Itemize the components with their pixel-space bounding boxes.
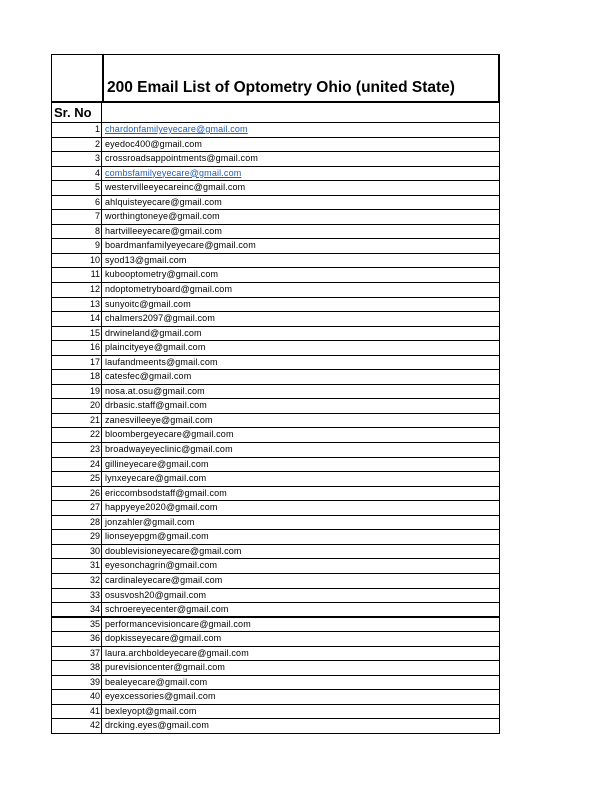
email-address: worthingtoneye@gmail.com (105, 211, 220, 222)
serial-number: 1 (52, 123, 102, 137)
serial-number: 24 (52, 458, 102, 472)
serial-number: 20 (52, 399, 102, 413)
title-row-blank-cell (52, 55, 104, 101)
table-row (51, 225, 500, 240)
email-address: catesfec@gmail.com (105, 371, 192, 382)
serial-number: 42 (52, 719, 102, 733)
email-address: eyexcessories@gmail.com (105, 691, 216, 702)
serial-number: 17 (52, 356, 102, 370)
serial-number: 28 (52, 516, 102, 530)
table-row (51, 239, 500, 254)
table-row (51, 254, 500, 269)
table-row (51, 428, 500, 443)
serial-number: 10 (52, 254, 102, 268)
table-row (51, 618, 500, 633)
serial-number: 38 (52, 661, 102, 675)
table-row (51, 545, 500, 560)
title-row (51, 54, 500, 103)
email-address: bealeyecare@gmail.com (105, 676, 208, 687)
serial-number: 40 (52, 690, 102, 704)
email-address: kubooptometry@gmail.com (105, 269, 219, 280)
email-address: nosa.at.osu@gmail.com (105, 385, 205, 396)
email-address: laufandmeents@gmail.com (105, 356, 218, 367)
email-address: broadwayeyeclinic@gmail.com (105, 444, 233, 455)
serial-number: 11 (52, 268, 102, 282)
email-address: bexleyopt@gmail.com (105, 705, 197, 716)
email-address: drwineland@gmail.com (105, 327, 202, 338)
serial-number: 41 (52, 705, 102, 719)
serial-number: 36 (52, 632, 102, 646)
serial-number: 7 (52, 210, 102, 224)
email-link[interactable]: combsfamilyeyecare@gmail.com (105, 167, 242, 178)
serial-number: 2 (52, 138, 102, 152)
table-row (51, 705, 500, 720)
table-row (51, 385, 500, 400)
table-row (51, 443, 500, 458)
table-row (51, 559, 500, 574)
email-address: syod13@gmail.com (105, 254, 187, 265)
serial-number: 32 (52, 574, 102, 588)
email-address: zanesvilleeye@gmail.com (105, 414, 213, 425)
email-address: plaincityeye@gmail.com (105, 342, 206, 353)
serial-number: 9 (52, 239, 102, 253)
table-row (51, 268, 500, 283)
serial-number: 26 (52, 487, 102, 501)
email-address: ahlquisteyecare@gmail.com (105, 196, 222, 207)
table-row (51, 138, 500, 153)
table-row (51, 472, 500, 487)
table-row (51, 414, 500, 429)
table-row (51, 516, 500, 531)
table-row (51, 690, 500, 705)
table-row (51, 574, 500, 589)
email-address: ndoptometryboard@gmail.com (105, 284, 233, 295)
page-title: 200 Email List of Optometry Ohio (united State) (107, 79, 455, 96)
serial-number: 6 (52, 196, 102, 210)
serial-number: 39 (52, 676, 102, 690)
serial-number: 19 (52, 385, 102, 399)
email-address: hartvilleeyecare@gmail.com (105, 225, 223, 236)
serial-number: 4 (52, 167, 102, 181)
email-address: eyesonchagrin@gmail.com (105, 560, 218, 571)
serial-number: 3 (52, 152, 102, 166)
table-row (51, 501, 500, 516)
email-address: osusvosh20@gmail.com (105, 589, 207, 600)
email-address: purevisioncenter@gmail.com (105, 662, 226, 673)
serial-number: 29 (52, 530, 102, 544)
table-row (51, 210, 500, 225)
table-row (51, 632, 500, 647)
email-address: crossroadsappointments@gmail.com (105, 153, 258, 164)
email-address: jonzahler@gmail.com (105, 516, 195, 527)
email-address: dopkisseyecare@gmail.com (105, 633, 222, 644)
email-address: eyedoc400@gmail.com (105, 138, 203, 149)
email-address: drcking.eyes@gmail.com (105, 720, 209, 731)
email-address: lionseyepgm@gmail.com (105, 531, 209, 542)
serial-number: 23 (52, 443, 102, 457)
email-address: drbasic.staff@gmail.com (105, 400, 207, 411)
serial-number: 13 (52, 298, 102, 312)
table-row (51, 167, 500, 182)
table-row (51, 283, 500, 298)
table-row (51, 676, 500, 691)
email-address: laura.archboldeyecare@gmail.com (105, 647, 249, 658)
table-row (51, 370, 500, 385)
serial-number: 35 (52, 618, 102, 632)
serial-number: 12 (52, 283, 102, 297)
serial-number: 37 (52, 647, 102, 661)
table-body (51, 123, 500, 734)
header-row (51, 103, 500, 123)
table-row (51, 661, 500, 676)
email-address: sunyoitc@gmail.com (105, 298, 191, 309)
email-address: lynxeyecare@gmail.com (105, 473, 207, 484)
serial-number: 18 (52, 370, 102, 384)
table-row (51, 530, 500, 545)
serial-number: 22 (52, 428, 102, 442)
email-address: schroereyecenter@gmail.com (105, 604, 229, 615)
serial-number: 27 (52, 501, 102, 515)
email-address: boardmanfamilyeyecare@gmail.com (105, 240, 256, 251)
serial-number: 16 (52, 341, 102, 355)
email-address: cardinaleyecare@gmail.com (105, 574, 223, 585)
email-address: performancevisioncare@gmail.com (105, 618, 251, 629)
email-link[interactable]: chardonfamilyeyecare@gmail.com (105, 124, 248, 134)
table-row (51, 123, 500, 138)
table-row (51, 589, 500, 604)
serial-number: 31 (52, 559, 102, 573)
email-address: westervilleeyecareinc@gmail.com (105, 182, 246, 193)
email-table (51, 54, 500, 734)
serial-number: 30 (52, 545, 102, 559)
table-row (51, 399, 500, 414)
email-address: chalmers2097@gmail.com (105, 313, 215, 324)
table-row (51, 719, 500, 734)
table-row (51, 487, 500, 502)
email-address: bloombergeyecare@gmail.com (105, 429, 234, 440)
email-address: ericcombsodstaff@gmail.com (105, 487, 227, 498)
table-row (51, 152, 500, 167)
serial-number: 33 (52, 589, 102, 603)
email-address: doublevisioneyecare@gmail.com (105, 545, 242, 556)
serial-number: 21 (52, 414, 102, 428)
serial-number: 34 (52, 603, 102, 616)
table-row (51, 356, 500, 371)
table-row (51, 603, 500, 618)
column-header-sr-no: Sr. No (52, 103, 102, 122)
serial-number: 14 (52, 312, 102, 326)
table-row (51, 181, 500, 196)
email-address: happyeye2020@gmail.com (105, 502, 218, 513)
serial-number: 15 (52, 327, 102, 341)
email-address: gillineyecare@gmail.com (105, 458, 209, 469)
table-row (51, 298, 500, 313)
table-row (51, 458, 500, 473)
table-row (51, 327, 500, 342)
table-row (51, 312, 500, 327)
table-row (51, 647, 500, 662)
serial-number: 5 (52, 181, 102, 195)
serial-number: 8 (52, 225, 102, 239)
serial-number: 25 (52, 472, 102, 486)
table-row (51, 196, 500, 211)
table-row (51, 341, 500, 356)
